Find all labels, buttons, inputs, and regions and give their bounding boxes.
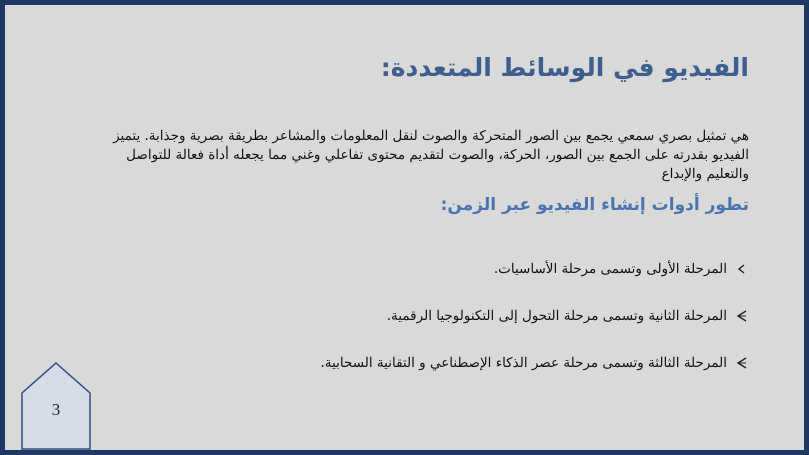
slide — [5, 5, 804, 450]
page-number: 3 — [51, 400, 61, 419]
intro-paragraph — [89, 127, 749, 184]
list-item — [189, 258, 749, 280]
list-item-text: المرحلة الأولى وتسمى مرحلة الأساسيات. — [493, 261, 727, 277]
intro-line: الفيديو بقدرته على الجمع بين الصور، الحركة، والصوت لتقديم محتوى تفاعلي وغني مما يجعله أداة فعالة للتواصل — [126, 147, 749, 163]
arrow-bullet-icon — [735, 309, 749, 323]
list-item-text: المرحلة الثانية وتسمى مرحلة التحول إلى التكنولوجيا الرقمية. — [386, 308, 727, 324]
arrow-bullet-icon — [735, 262, 749, 276]
slide-title: الفيديو في الوسائط المتعددة: — [380, 53, 749, 82]
intro-line: هي تمثيل بصري سمعي يجمع بين الصور المتحركة والصوت لنقل المعلومات والمشاعر بطريقة بصرية وجذابة. يتميز — [113, 128, 749, 144]
list-item-text: المرحلة الثالثة وتسمى مرحلة عصر الذكاء الإصطناعي و التقانية السحابية. — [320, 355, 727, 371]
section-subtitle: تطور أدوات إنشاء الفيديو عبر الزمن: — [440, 195, 749, 215]
intro-line: والتعليم والإبداع — [661, 166, 749, 182]
list-item — [189, 305, 749, 327]
arrow-bullet-icon — [735, 356, 749, 370]
stage-list — [189, 258, 749, 399]
list-item — [189, 352, 749, 374]
